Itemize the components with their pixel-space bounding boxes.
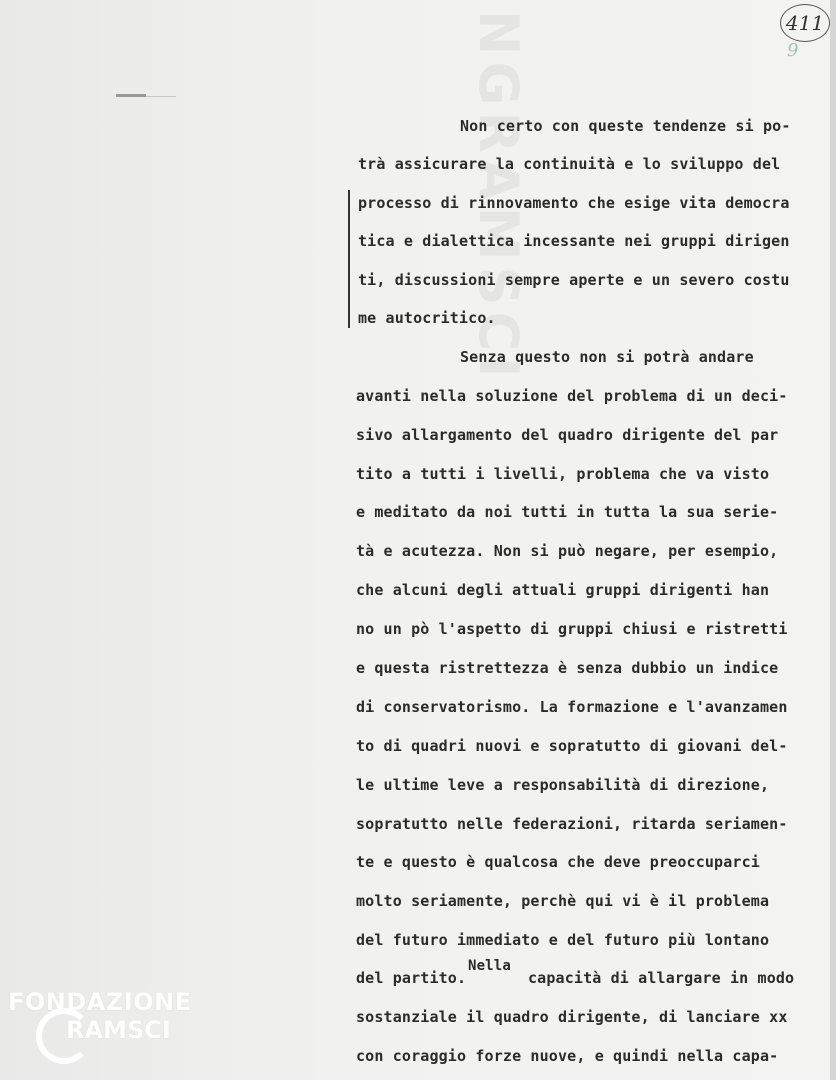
- margin-dash: [116, 94, 146, 97]
- logo-text-bottom: RAMSCI: [66, 1016, 171, 1044]
- text-line-superscript: Nella: [468, 958, 511, 974]
- text-line: avanti nella soluzione del problema di un deci-: [356, 387, 788, 405]
- text-line: capacità di allargare in modo: [528, 969, 795, 987]
- page-edge: [830, 0, 836, 1080]
- margin-dash-faint: [146, 96, 176, 97]
- text-line: e meditato da noi tutti in tutta la sua serie-: [356, 503, 779, 521]
- text-line: Senza questo non si potrà andare: [460, 348, 754, 366]
- page-number: 411: [780, 4, 830, 42]
- text-line: processo di rinnovamento che esige vita democra: [358, 194, 790, 212]
- text-line: sopratutto nelle federazioni, ritarda seriamen-: [356, 815, 788, 833]
- watermark: NGRAMSCI: [467, 10, 530, 384]
- text-line: sivo allargamento del quadro dirigente del par: [356, 426, 779, 444]
- text-line: me autocritico.: [358, 309, 496, 327]
- text-line: che alcuni degli attuali gruppi dirigenti han: [356, 581, 770, 599]
- text-line: le ultime leve a responsabilità di direzione,: [356, 776, 770, 794]
- text-line: to di quadri nuovi e sopratutto di giovani del-: [356, 737, 788, 755]
- text-line: no un pò l'aspetto di gruppi chiusi e ristretti: [356, 620, 788, 638]
- text-line: del partito.: [356, 969, 467, 987]
- text-line: Non certo con queste tendenze si po-: [460, 117, 791, 135]
- text-line: del futuro immediato e del futuro più lontano: [356, 931, 770, 949]
- pencil-mark: 9: [787, 40, 799, 61]
- text-line: ti, discussioni sempre aperte e un severo costu: [358, 271, 790, 289]
- text-line: molto seriamente, perchè qui vi è il problema: [356, 892, 770, 910]
- text-line: te e questo è qualcosa che deve preoccuparci: [356, 853, 760, 871]
- margin-bar: [348, 190, 350, 328]
- text-line: di conservatorismo. La formazione e l'avanzamen: [356, 698, 788, 716]
- text-line: tica e dialettica incessante nei gruppi dirigen: [358, 232, 790, 250]
- text-line: trà assicurare la continuità e lo sviluppo del: [358, 155, 781, 173]
- text-line: tà e acutezza. Non si può negare, per esempio,: [356, 542, 779, 560]
- text-line: con coraggio forze nuove, e quindi nella capa-: [356, 1047, 779, 1065]
- text-line: sostanziale il quadro dirigente, di lanciare xx: [356, 1008, 788, 1026]
- text-line: e questa ristrettezza è senza dubbio un indice: [356, 659, 779, 677]
- fondazione-gramsci-logo: [8, 988, 208, 1072]
- logo-text-top: FONDAZIONE: [8, 988, 192, 1016]
- text-line: tito a tutti i livelli, problema che va visto: [356, 465, 770, 483]
